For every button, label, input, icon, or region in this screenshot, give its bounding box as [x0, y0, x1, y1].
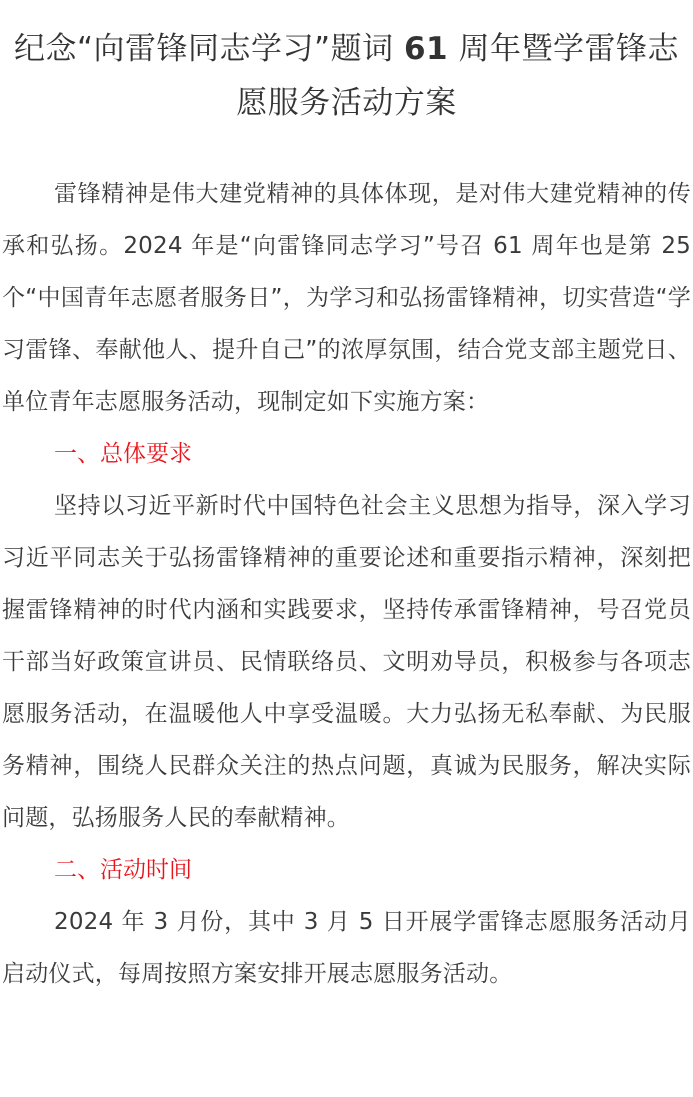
- title-text-part1: 纪念“向雷锋同志学习”题词: [14, 31, 394, 67]
- section-heading-general-requirements: 一、总体要求: [54, 441, 192, 467]
- section-heading-activity-time: 二、活动时间: [54, 857, 192, 883]
- intro-paragraph: 雷锋精神是伟大建党精神的具体体现，是对伟大建党精神的传承和弘扬。2024 年是“向雷锋同志学习”号召 61 周年也是第 25 个“中国青年志愿者服务日”，为学习和弘扬雷锋精神，切实营造“学习雷锋、奉献他人、提升自己”的浓厚氛围，结合党支部主题党日、单位青年志愿服务活动，现制定如下实施方案：: [2, 181, 691, 415]
- document-body: [2, 168, 691, 1000]
- document-title: [2, 22, 691, 130]
- title-text-part2: 周年暨学雷锋志愿服务活动方案: [236, 31, 679, 121]
- section-body-general-requirements: 坚持以习近平新时代中国特色社会主义思想为指导，深入学习习近平同志关于弘扬雷锋精神的重要论述和重要指示精神，深刻把握雷锋精神的时代内涵和实践要求，坚持传承雷锋精神，号召党员干部当好政策宣讲员、民情联络员、文明劝导员，积极参与各项志愿服务活动，在温暖他人中享受温暖。大力弘扬无私奉献、为民服务精神，围绕人民群众关注的热点问题，真诚为民服务，解决实际问题，弘扬服务人民的奉献精神。: [2, 493, 691, 831]
- title-number: 61: [403, 31, 449, 67]
- section-body-activity-time: 2024 年 3 月份，其中 3 月 5 日开展学雷锋志愿服务活动月启动仪式，每周按照方案安排开展志愿服务活动。: [2, 909, 691, 987]
